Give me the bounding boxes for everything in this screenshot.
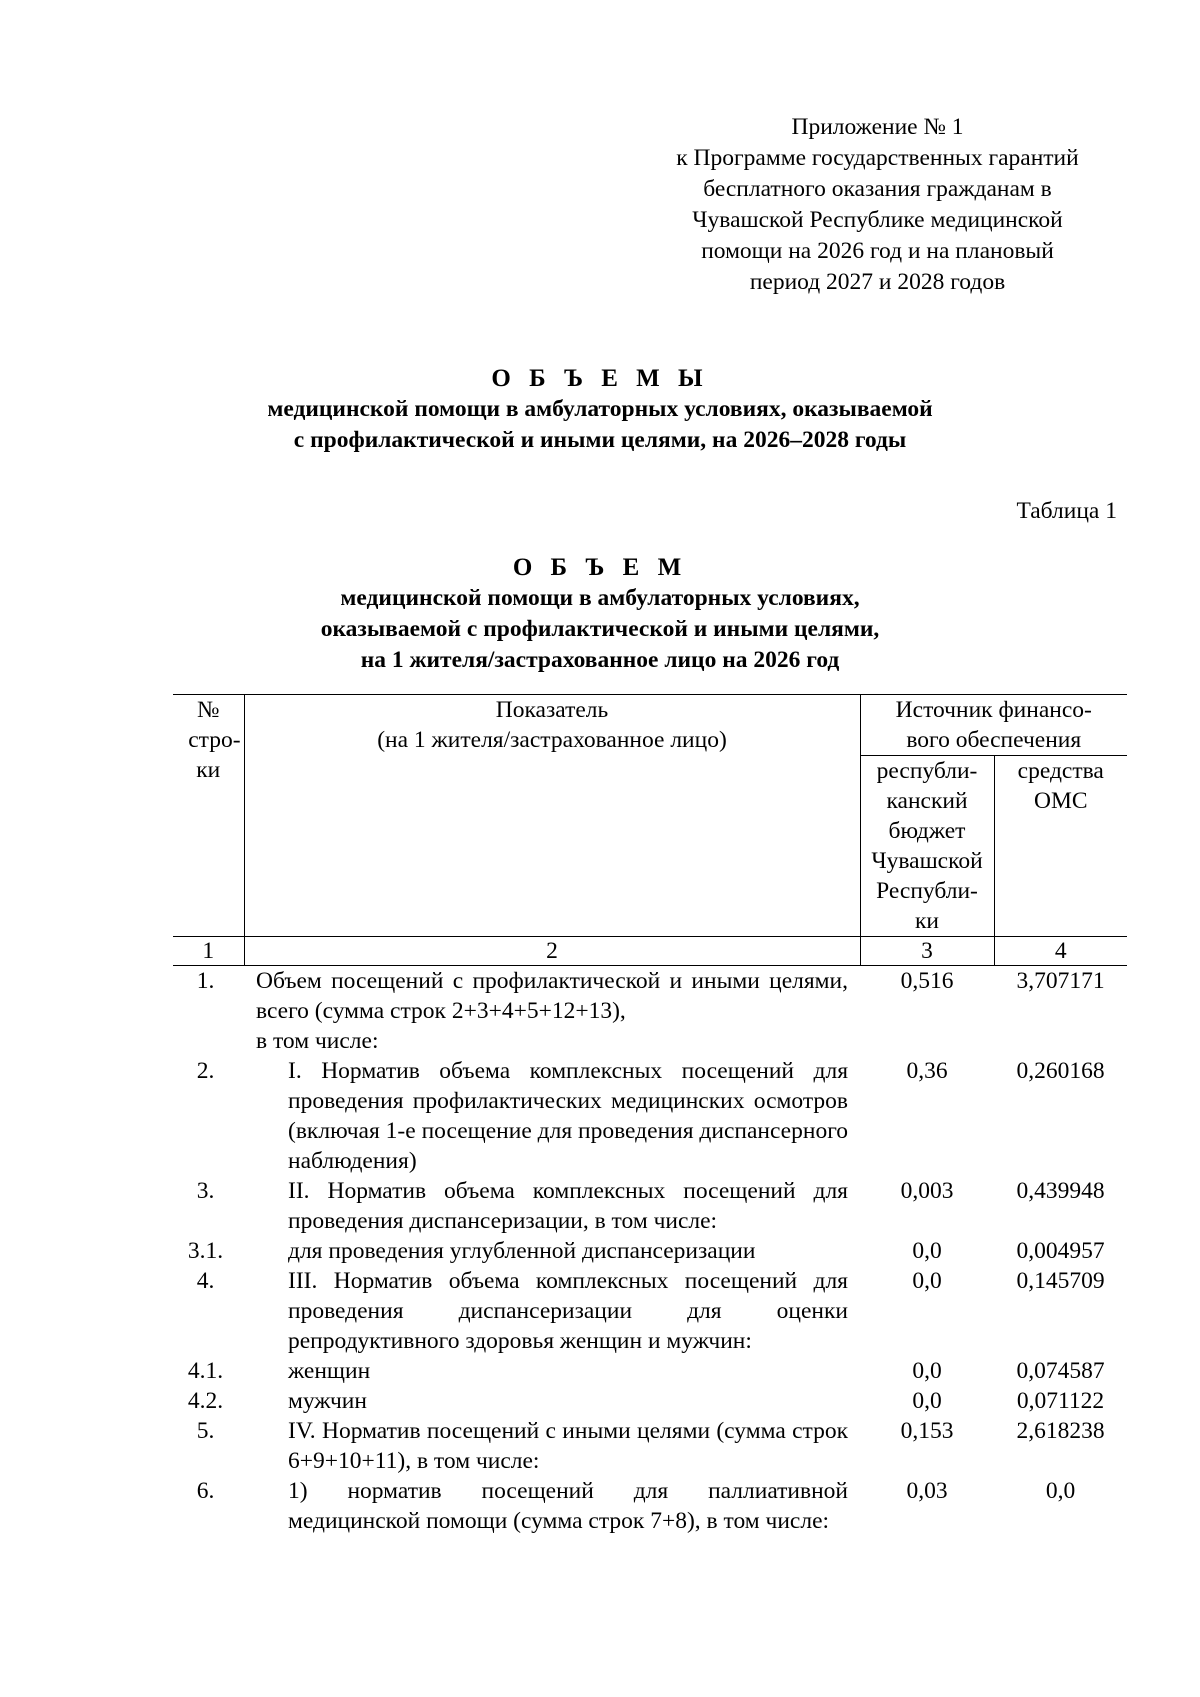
table-title [0, 552, 1200, 676]
row-oms: 3,707171 [1016, 968, 1105, 994]
row-indicator: мужчин [288, 1388, 367, 1414]
annex-line: Чувашской Республике медицинской [692, 207, 1063, 233]
column-number: 1 [173, 937, 244, 966]
title-line: с профилактической и иными целями, на 2026–2028 годы [293, 427, 907, 453]
table-title-heading: О Б Ъ Е М [512, 554, 688, 581]
table-row [173, 1386, 1127, 1416]
table-title-line: на 1 жителя/застрахованное лицо на 2026 год [360, 647, 840, 673]
column-number: 2 [244, 937, 860, 966]
table-label: Таблица 1 [1016, 498, 1117, 524]
column-number: 3 [860, 937, 994, 966]
row-oms: 0,074587 [1016, 1358, 1105, 1384]
table-row [173, 1356, 1127, 1386]
row-republic-budget: 0,0 [912, 1358, 942, 1384]
row-republic-budget: 0,153 [900, 1418, 954, 1444]
row-republic-budget: 0,0 [912, 1388, 942, 1414]
row-number: 4.2. [187, 1388, 224, 1414]
row-number: 6. [196, 1478, 215, 1504]
header-republic-budget: республи- канский бюджет Чувашской Республи- ки [860, 756, 994, 937]
row-number: 4.1. [187, 1358, 224, 1384]
row-indicator: Объем посещений с профилактической и иными целями, всего (сумма строк 2+3+4+5+12+13), в том числе: [256, 968, 848, 1054]
annex-line: к Программе государственных гарантий [676, 145, 1079, 171]
header-indicator: Показатель (на 1 жителя/застрахованное лицо) [244, 695, 860, 937]
table-row [173, 1176, 1127, 1236]
table-title-line: медицинской помощи в амбулаторных условиях, [340, 585, 860, 611]
row-republic-budget: 0,0 [912, 1238, 942, 1264]
annex-line: Приложение № 1 [791, 114, 964, 140]
row-indicator: женщин [288, 1358, 371, 1384]
title-heading: О Б Ъ Е М Ы [491, 365, 709, 392]
row-republic-budget: 0,03 [906, 1478, 948, 1504]
row-indicator: 1) норматив посещений для паллиативной медицинской помощи (сумма строк 7+8), в том числе: [288, 1478, 848, 1534]
row-number: 5. [196, 1418, 215, 1444]
row-oms: 0,439948 [1016, 1178, 1105, 1204]
row-oms: 0,260168 [1016, 1058, 1105, 1084]
table-row [173, 966, 1127, 1057]
table-row [173, 1476, 1127, 1536]
row-number: 3. [196, 1178, 215, 1204]
table-row [173, 1416, 1127, 1476]
volume-table [173, 694, 1127, 1536]
column-number: 4 [994, 937, 1127, 966]
row-republic-budget: 0,516 [900, 968, 954, 994]
row-oms: 2,618238 [1016, 1418, 1105, 1444]
row-indicator: II. Норматив объема комплексных посещений для проведения диспансеризации, в том числе: [288, 1178, 848, 1234]
table-row [173, 1056, 1127, 1176]
table-row [173, 1236, 1127, 1266]
row-number: 1. [196, 968, 215, 994]
annex-line: период 2027 и 2028 годов [749, 269, 1006, 295]
row-oms: 0,004957 [1016, 1238, 1105, 1264]
document-title [0, 363, 1200, 456]
header-funding-source: Источник финансо- вого обеспечения [860, 695, 1127, 756]
row-oms: 0,145709 [1016, 1268, 1105, 1294]
table-row [173, 1266, 1127, 1356]
row-indicator: для проведения углубленной диспансеризации [288, 1238, 756, 1264]
annex-line: бесплатного оказания гражданам в [703, 176, 1052, 202]
header-row-number: № стро- ки [173, 695, 244, 937]
row-indicator: I. Норматив объема комплексных посещений для проведения профилактических медицинских осмотров (включая 1-е посещение для проведения диспансерного наблюдения) [288, 1058, 848, 1174]
title-line: медицинской помощи в амбулаторных условиях, оказываемой [267, 396, 933, 422]
annex-block [640, 112, 1115, 298]
annex-line: помощи на 2026 год и на плановый [701, 238, 1054, 264]
row-republic-budget: 0,003 [900, 1178, 954, 1204]
table-title-line: оказываемой с профилактической и иными целями, [320, 616, 880, 642]
row-number: 2. [196, 1058, 215, 1084]
row-oms: 0,0 [1045, 1478, 1076, 1504]
row-republic-budget: 0,0 [912, 1268, 942, 1294]
row-number: 3.1. [187, 1238, 224, 1264]
row-republic-budget: 0,36 [906, 1058, 948, 1084]
row-oms: 0,071122 [1016, 1388, 1105, 1414]
header-oms: средства ОМС [994, 756, 1127, 937]
row-indicator: IV. Норматив посещений с иными целями (сумма строк 6+9+10+11), в том числе: [288, 1418, 848, 1474]
row-number: 4. [196, 1268, 215, 1294]
row-indicator: III. Норматив объема комплексных посещений для проведения диспансеризации для оценки репродуктивного здоровья женщин и мужчин: [288, 1268, 848, 1354]
